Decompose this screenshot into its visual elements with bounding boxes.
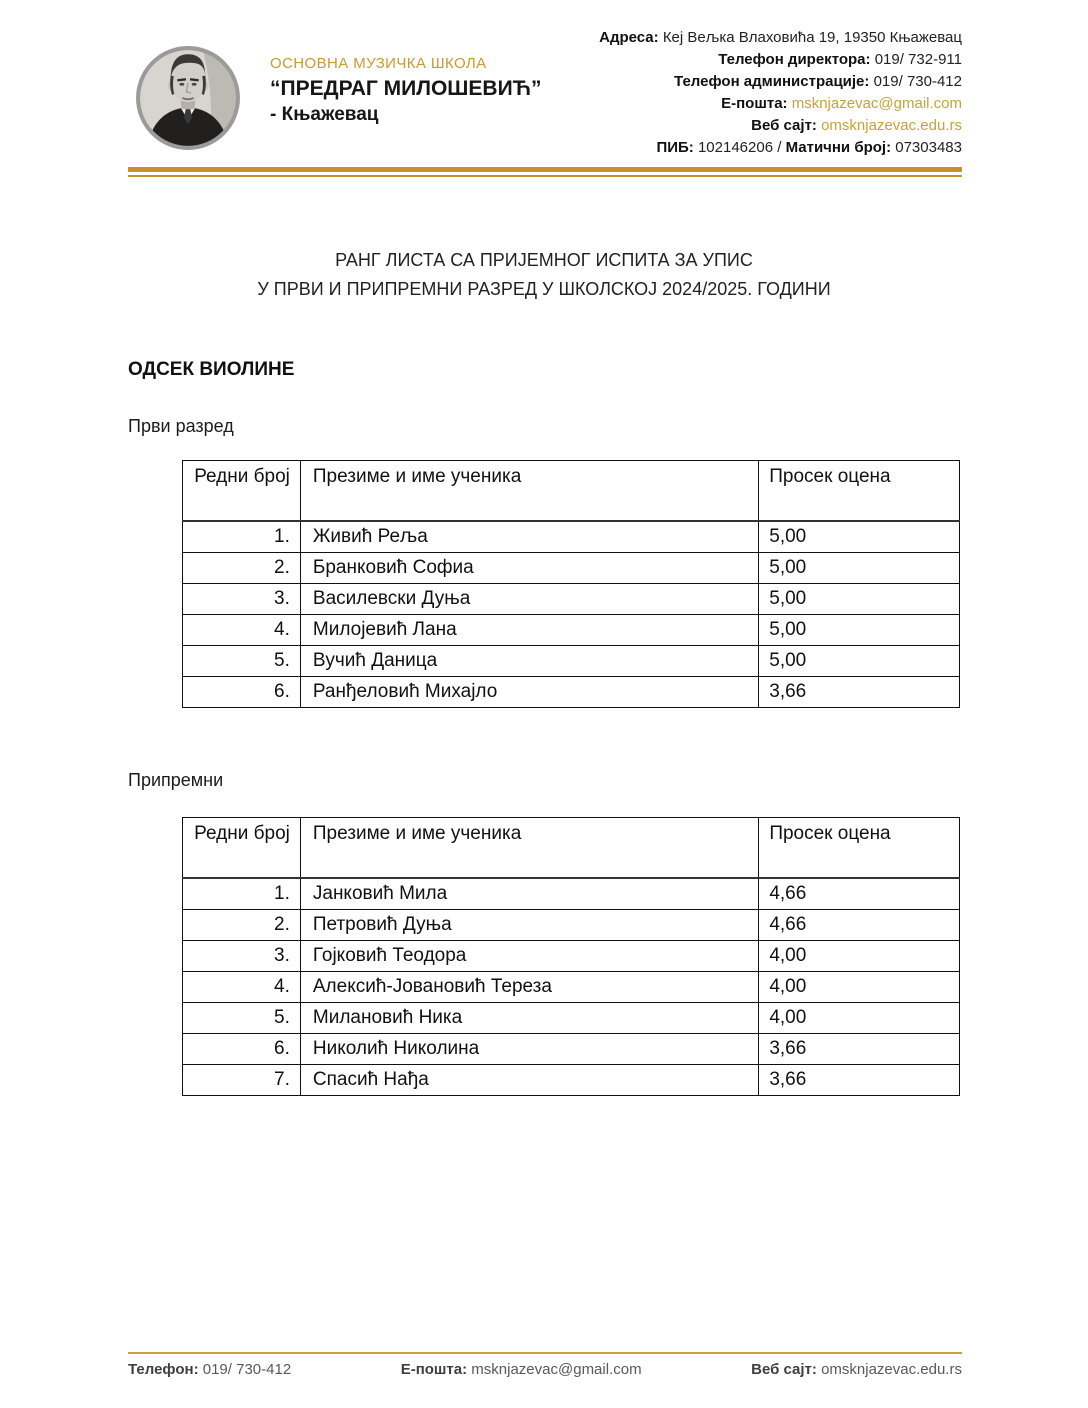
footer-rule: [128, 1352, 962, 1354]
grade-cell: 3,66: [759, 1033, 960, 1064]
grade-cell: 4,66: [759, 909, 960, 940]
contact-website: [599, 115, 962, 137]
contact-address-value: Кеј Вељка Влаховића 19, 19350 Књажевац: [662, 29, 962, 46]
rank-cell: 7.: [183, 1064, 301, 1095]
table-row: [183, 909, 960, 940]
portrait-image: [134, 44, 242, 152]
table-caption-first-grade: Први разред: [128, 416, 234, 436]
footer-email: [401, 1361, 642, 1378]
contact-email-label: Е-пошта:: [721, 95, 788, 112]
footer-website: [751, 1361, 962, 1378]
student-name-cell: Василевски Дуња: [300, 583, 758, 614]
column-header: Просек оцена: [759, 818, 960, 878]
gold-rule-thin: [128, 175, 962, 177]
ranking-table-preparatory: [182, 817, 960, 1096]
student-name-cell: Живић Реља: [300, 521, 758, 553]
grade-cell: 4,00: [759, 940, 960, 971]
table-row: [183, 878, 960, 910]
footer: [128, 1361, 962, 1378]
contact-block: [599, 27, 962, 159]
table-row: [183, 583, 960, 614]
footer-phone-value: 019/ 730-412: [202, 1361, 292, 1378]
grade-cell: 5,00: [759, 552, 960, 583]
student-name-cell: Милојевић Лана: [300, 614, 758, 645]
school-logo-text: [270, 56, 542, 124]
school-portrait-photo: [134, 44, 242, 152]
rank-cell: 4.: [183, 971, 301, 1002]
contact-registry-value: 07303483: [895, 139, 962, 156]
table-row: [183, 1064, 960, 1095]
gold-double-rule: [128, 167, 962, 177]
rank-cell: 6.: [183, 676, 301, 707]
table-row: [183, 676, 960, 707]
rank-cell: 4.: [183, 614, 301, 645]
ranking-table-first-grade: [182, 460, 960, 708]
contact-phone-admin-value: 019/ 730-412: [873, 73, 962, 90]
table-row: [183, 521, 960, 553]
table-row: [183, 1002, 960, 1033]
grade-cell: 4,66: [759, 878, 960, 910]
rank-cell: 2.: [183, 909, 301, 940]
section-heading-violin: ОДСЕК ВИОЛИНЕ: [128, 359, 295, 380]
rank-cell: 5.: [183, 1002, 301, 1033]
column-header: Редни број: [183, 818, 301, 878]
column-header: Презиме и име ученика: [300, 461, 758, 521]
student-name-cell: Алексић-Јовановић Тереза: [300, 971, 758, 1002]
rank-cell: 1.: [183, 878, 301, 910]
contact-address-label: Адреса:: [599, 29, 659, 46]
student-name-cell: Ранђеловић Михајло: [300, 676, 758, 707]
column-header: Просек оцена: [759, 461, 960, 521]
student-name-cell: Николић Николина: [300, 1033, 758, 1064]
rank-cell: 6.: [183, 1033, 301, 1064]
contact-phone-director-value: 019/ 732-911: [874, 51, 962, 68]
grade-cell: 3,66: [759, 1064, 960, 1095]
contact-registry-label: Матични број:: [785, 139, 892, 156]
rank-cell: 1.: [183, 521, 301, 553]
rank-cell: 3.: [183, 583, 301, 614]
contact-phone-director: [599, 49, 962, 71]
header-row: [183, 818, 960, 878]
column-header: Редни број: [183, 461, 301, 521]
contact-pib-label: ПИБ:: [656, 139, 694, 156]
contact-pib-value: 102146206: [697, 139, 774, 156]
rank-cell: 5.: [183, 645, 301, 676]
table-caption-preparatory: Припремни: [128, 770, 224, 790]
table-row: [183, 1033, 960, 1064]
contact-website-link[interactable]: omsknjazevac.edu.rs: [821, 117, 962, 134]
school-city: - Књажевац: [270, 104, 379, 125]
student-name-cell: Вучић Даница: [300, 645, 758, 676]
table-row: [183, 645, 960, 676]
school-name: “ПРЕДРАГ МИЛОШЕВИЋ”: [270, 77, 542, 100]
column-header: Презиме и име ученика: [300, 818, 758, 878]
school-type-label: ОСНОВНА МУЗИЧКА ШКОЛА: [270, 55, 487, 72]
contact-email: [599, 93, 962, 115]
contact-separator: /: [777, 139, 782, 156]
student-name-cell: Милановић Ника: [300, 1002, 758, 1033]
table-row: [183, 940, 960, 971]
grade-cell: 4,00: [759, 1002, 960, 1033]
gold-rule-thick: [128, 167, 962, 172]
grade-cell: 5,00: [759, 614, 960, 645]
student-name-cell: Гојковић Теодора: [300, 940, 758, 971]
grade-cell: 4,00: [759, 971, 960, 1002]
grade-cell: 5,00: [759, 645, 960, 676]
student-name-cell: Спасић Нађа: [300, 1064, 758, 1095]
ranking-section-preparatory: [182, 817, 960, 1096]
contact-phone-admin-label: Телефон администрације:: [674, 73, 870, 90]
contact-phone-director-label: Телефон директора:: [718, 51, 871, 68]
student-name-cell: Бранковић Софиа: [300, 552, 758, 583]
student-name-cell: Јанковић Мила: [300, 878, 758, 910]
footer-phone: [128, 1361, 291, 1378]
contact-address: [599, 27, 962, 49]
footer-website-value: omsknjazevac.edu.rs: [821, 1361, 962, 1378]
contact-phone-admin: [599, 71, 962, 93]
grade-cell: 5,00: [759, 583, 960, 614]
rank-cell: 2.: [183, 552, 301, 583]
footer-email-label: Е-пошта:: [400, 1361, 468, 1378]
contact-pib: [599, 137, 962, 159]
grade-cell: 5,00: [759, 521, 960, 553]
table-row: [183, 552, 960, 583]
contact-email-link[interactable]: msknjazevac@gmail.com: [791, 95, 962, 112]
grade-cell: 3,66: [759, 676, 960, 707]
footer-email-value: msknjazevac@gmail.com: [471, 1361, 642, 1378]
footer-phone-label: Телефон:: [128, 1361, 199, 1378]
document-title-line2: У ПРВИ И ПРИПРЕМНИ РАЗРЕД У ШКОЛСКОЈ 2024/2025. ГОДИНИ: [257, 279, 831, 299]
document-title-line1: РАНГ ЛИСТА СА ПРИЈЕМНОГ ИСПИТА ЗА УПИС: [335, 250, 753, 270]
table-row: [183, 971, 960, 1002]
table-row: [183, 614, 960, 645]
ranking-section-first-grade: [182, 460, 960, 708]
contact-website-label: Веб сајт:: [751, 117, 817, 134]
header-row: [183, 461, 960, 521]
document-title: [0, 246, 1088, 304]
rank-cell: 3.: [183, 940, 301, 971]
student-name-cell: Петровић Дуња: [300, 909, 758, 940]
footer-website-label: Веб сајт:: [751, 1361, 817, 1378]
